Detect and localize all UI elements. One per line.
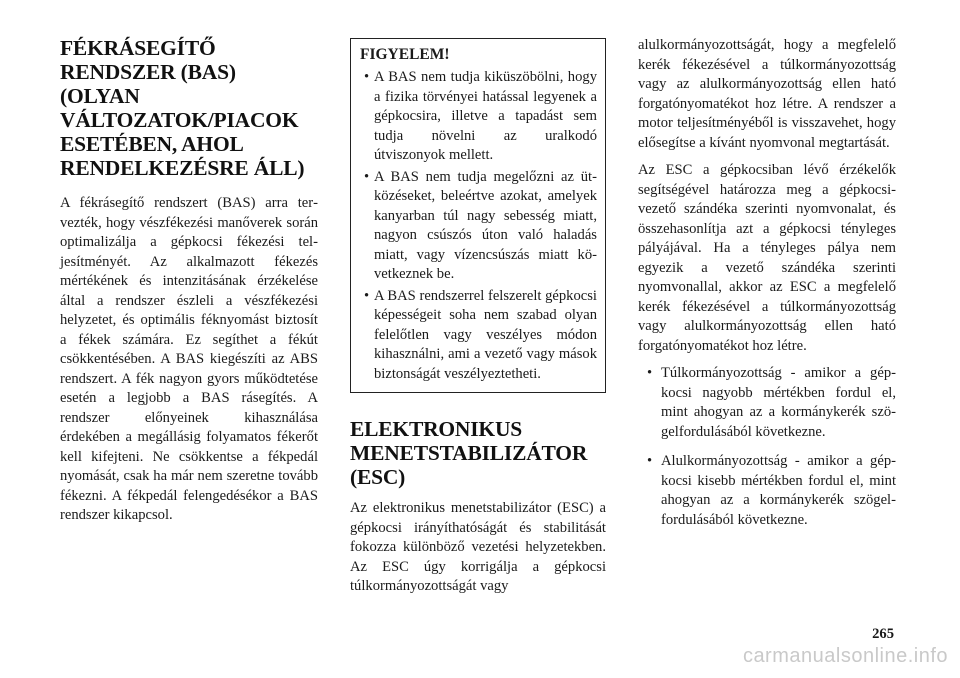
watermark: carmanualsonline.info xyxy=(742,645,948,667)
middle-column xyxy=(350,36,606,597)
warning-item: • A BAS rendszerrel felszerelt gépkocsi képességeit soha nem szabad olyan felelőtlen vagy veszélyes módon kihasználni, ami a vezető vagy mások biztonságát veszélyeztetheti. xyxy=(360,287,597,385)
warning-item: • A BAS nem tudja kiküszöbölni, hogy a fizika törvényei hatással legyenek a gépkocsira, illetve a tapadást sem tudja növelni az uralkodó útviszonyok mellett. xyxy=(360,68,597,166)
warning-title: FIGYELEM! xyxy=(360,46,450,63)
bas-heading: FÉKRÁSEGÍTŐ RENDSZER (BAS) (OLYAN VÁLTOZATOK/PIACOK ESETÉBEN, AHOL RENDELKEZÉSRE ÁLL) xyxy=(60,36,305,180)
esc-sensor-paragraph: Az ESC a gépkocsiban lévő érzékelők segítségével határozza meg a gépkocsivezető szándéka szerinti nyomvonalat, és összehasonlítja azt a gépkocsi tényleges pályájával. Ha a tényleges pálya nem egyezik a vezető szándéka szerinti nyomvonallal, akkor az ESC a megfelelő kerék fékezésével a túlkormányozottság vagy alulkormányozottság ellen ható forgatónyomatékot hoz létre. xyxy=(638,162,896,354)
oversteer-item: • Túlkormányozottság - amikor a gépkocsi nagyobb mértékben fordul el, mint ahogyan az a kormánykerék szögelfordulásából következne. xyxy=(638,364,896,442)
right-column xyxy=(638,36,896,530)
page-number: 265 xyxy=(872,626,894,642)
warning-item: • A BAS nem tudja megelőzni az ütközéseket, beleértve azokat, amelyek kanyarban túl nagy sebesség miatt, nagyon csúszós úton való haladás miatt, vagy vízencsúszás miatt következnek be. xyxy=(360,168,597,285)
esc-continuation-text: alulkormányozottságát, hogy a megfelelő kerék fékezésével a túlkormányozottság vagy az alulkormányozottság ellen ható forgatónyomatékot hoz létre. A rendszer a motor teljesítményéből is visszavehet, hogy elősegítse a kívánt nyomvonal megtartását. xyxy=(638,37,896,151)
esc-heading: ELEKTRONIKUS MENETSTABILIZÁTOR (ESC) xyxy=(350,417,588,489)
warning-box xyxy=(350,38,606,393)
understeer-item: • Alulkormányozottság - amikor a gépkocsi kisebb mértékben fordul el, mint ahogyan az a kormánykerék szögelfordulásából következne. xyxy=(638,452,896,530)
esc-intro-text: Az elektronikus menetstabilizátor (ESC) a gépkocsi irányíthatóságát és stabilitását fokozza különböző vezetési helyzetekben. Az ESC úgy korrigálja a gépkocsi túlkormányozottságát vagy xyxy=(350,500,606,594)
bas-body-text: A fékrásegítő rendszert (BAS) arra tervezték, hogy vészfékezési manőverek során optimalizálja a gépkocsi fékezési teljesítményét. Az alkalmazott fékezés mértékének és intenzitásának érzékelése által a rendszer észleli a vészfékezési helyzetet, és optimális féknyomást biztosít a fékek számára. Ez segíthet a fékút csökkentésében. A BAS kiegészíti az ABS rendszert. A fék nagyon gyors működtetése esetén a legjobb a BAS rásegítés. A rendszer előnyeinek kihasználása érdekében a megállásig folyamatos fékerőt kell kifejteni. Ne csökkentse a fékpedál nyomását, csak ha már nem szeretne tovább fékezni. A fékpedál felengedésékor a BAS rendszer kikapcsol. xyxy=(60,195,318,523)
warning-list xyxy=(360,68,597,384)
left-column xyxy=(60,36,318,526)
steering-definitions-list xyxy=(638,364,896,530)
